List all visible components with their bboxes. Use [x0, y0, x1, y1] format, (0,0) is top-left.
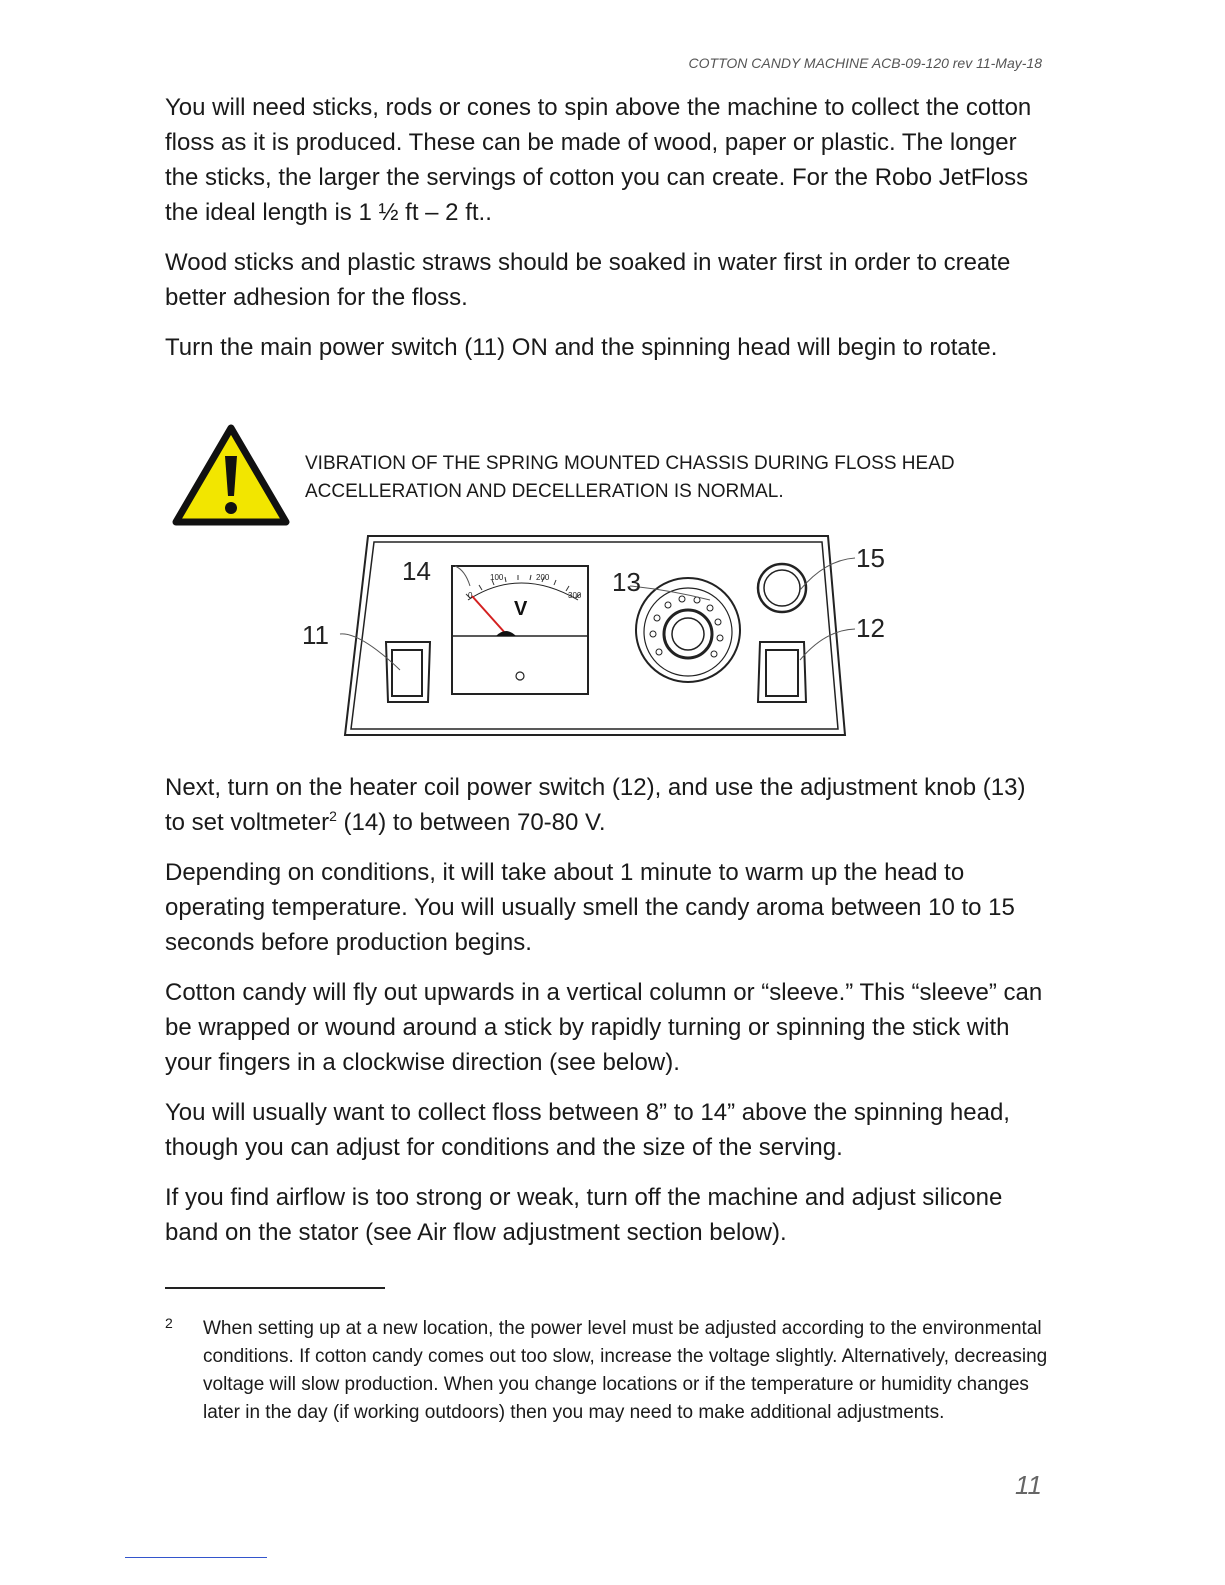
meter-tick-label: 300 [568, 591, 582, 600]
paragraph-warm-up: Depending on conditions, it will take about 1 minute to warm up the head to operating temperature. You will usually smell the candy aroma between 10 to 15 seconds before production begins. [165, 859, 1015, 956]
adjustment-knob [636, 578, 740, 682]
callout-14: 14 [402, 556, 431, 586]
paragraph-sleeve: Cotton candy will fly out upwards in a vertical column or “sleeve.” This “sleeve” can be wrapped or wound around a stick by rapidly turning or spinning the stick with your fingers in a clockwise direction (see below). [165, 979, 1043, 1076]
callout-11: 11 [302, 620, 329, 650]
paragraph-sticks: You will need sticks, rods or cones to spin above the machine to collect the cotton floss as it is produced. These can be made of wood, paper or plastic. The longer the sticks, the larger the servings of cotton you can create. For the Robo JetFloss the ideal length is 1 ½ ft – 2 ft.. [165, 94, 1032, 226]
paragraph-power-switch: Turn the main power switch (11) ON and the spinning head will begin to rotate. [165, 334, 998, 361]
footnote-text: When setting up at a new location, the power level must be adjusted according to the environmental conditions. If cotton candy comes out too slow, increase the voltage slightly. Alternatively, decreasing voltage will slow production. When you change locations or if the temperature or humidity changes later in the day (if working outdoors) then you may need to make additional adjustments. [203, 1318, 1048, 1423]
paragraph-heater-switch [165, 770, 1050, 840]
meter-tick-label: 0 [468, 591, 473, 600]
voltmeter [452, 566, 588, 694]
paragraph-heater-text-end: (14) to between 70-80 V. [336, 809, 606, 836]
control-panel-diagram [300, 530, 920, 745]
paragraph-airflow: If you find airflow is too strong or weak, turn off the machine and adjust silicone band on the stator (see Air flow adjustment section below). [165, 1184, 1003, 1246]
paragraph-heater-text: Next, turn on the heater coil power switch (12), and use the adjustment knob (13) to set voltmeter [165, 774, 1026, 836]
callout-15: 15 [856, 543, 885, 573]
page-number: 11 [1015, 1470, 1042, 1500]
footnote-mark: 2 [165, 1315, 173, 1331]
footnote-reference: 2 [329, 808, 337, 824]
paragraph-soak: Wood sticks and plastic straws should be soaked in water first in order to create better adhesion for the floss. [165, 249, 1011, 311]
callout-12: 12 [856, 613, 885, 643]
meter-tick-label: 100 [490, 573, 504, 582]
main-power-switch [386, 642, 430, 702]
footnote [165, 1315, 1050, 1427]
indicator-lamp [758, 564, 806, 612]
bottom-link-rule [125, 1557, 267, 1558]
heater-power-switch [758, 642, 806, 702]
running-header: COTTON CANDY MACHINE ACB-09-120 rev 11-May-18 [688, 55, 1042, 71]
warning-triangle-icon [172, 424, 290, 528]
footnote-divider [165, 1287, 385, 1289]
callout-13: 13 [612, 567, 641, 597]
warning-notice [172, 424, 1052, 528]
warning-text: VIBRATION OF THE SPRING MOUNTED CHASSIS DURING FLOSS HEAD ACCELLERATION AND DECELLERATION IS NORMAL. [305, 453, 955, 502]
meter-tick-label: 200 [536, 573, 550, 582]
paragraph-collect-height: You will usually want to collect floss between 8” to 14” above the spinning head, though you can adjust for conditions and the size of the serving. [165, 1099, 1010, 1161]
meter-unit-label: V [514, 598, 528, 620]
